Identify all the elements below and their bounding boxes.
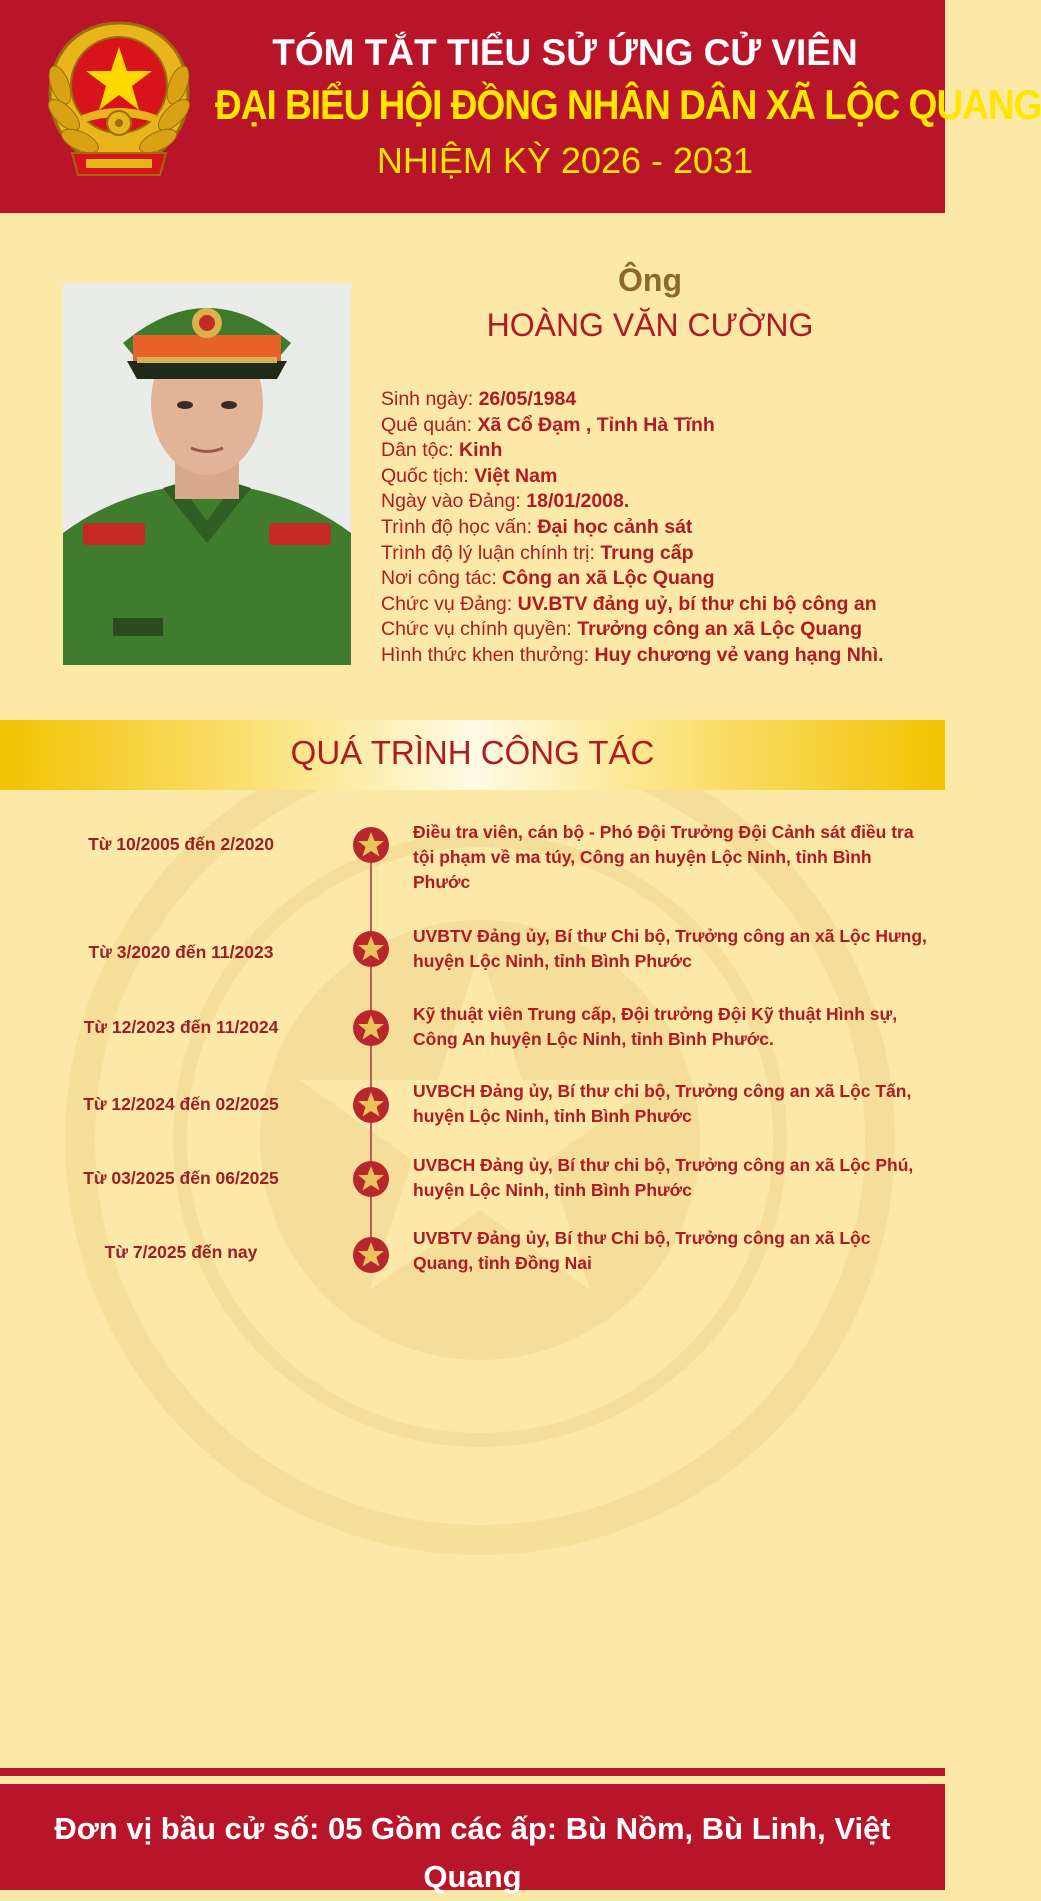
info-value: Đại học cảnh sát bbox=[537, 515, 693, 538]
info-label: Hình thức khen thưởng: bbox=[381, 643, 595, 666]
info-label: Trình độ học vấn: bbox=[381, 515, 538, 538]
electoral-unit-text: Đơn vị bầu cử số: 05 Gồm các ấp: Bù Nồm, Bù Linh, Việt Quang bbox=[54, 1811, 891, 1894]
timeline-description: UVBCH Đảng ủy, Bí thư chi bộ, Trưởng công an xã Lộc Tấn, huyện Lộc Ninh, tỉnh Bình Phước bbox=[413, 1081, 912, 1126]
info-row bbox=[381, 592, 941, 618]
info-row bbox=[381, 489, 941, 515]
info-value: Huy chương vẻ vang hạng Nhì. bbox=[594, 643, 884, 666]
info-value: Kinh bbox=[459, 439, 503, 462]
header-title-line2: ĐẠI BIỂU HỘI ĐỒNG NHÂN DÂN XÃ LỘC QUANG bbox=[215, 82, 1041, 128]
candidate-photo bbox=[63, 283, 351, 665]
info-label: Sinh ngày: bbox=[381, 388, 479, 410]
info-row bbox=[381, 541, 941, 567]
header-title-line1: TÓM TẮT TIỂU SỬ ỨNG CỬ VIÊN bbox=[272, 32, 858, 73]
info-label: Quê quán: bbox=[381, 413, 478, 436]
info-value: Trưởng công an xã Lộc Quang bbox=[577, 618, 863, 641]
timeline-description: UVBTV Đảng ủy, Bí thư Chi bộ, Trưởng công an xã Lộc Hưng, huyện Lộc Ninh, tỉnh Bình Phước bbox=[413, 926, 927, 971]
info-value: Công an xã Lộc Quang bbox=[502, 567, 715, 590]
timeline-description: UVBCH Đảng ủy, Bí thư chi bộ, Trưởng công an xã Lộc Phú, huyện Lộc Ninh, tỉnh Bình Phước bbox=[413, 1155, 914, 1200]
national-emblem-icon bbox=[38, 15, 200, 185]
info-label: Chức vụ Đảng: bbox=[381, 592, 518, 615]
timeline-period: Từ 3/2020 đến 11/2023 bbox=[88, 942, 274, 962]
info-value: Xã Cổ Đạm , Tỉnh Hà Tĩnh bbox=[477, 413, 715, 436]
info-label: Nơi công tác: bbox=[381, 567, 503, 590]
info-row bbox=[381, 617, 941, 643]
timeline-description: Kỹ thuật viên Trung cấp, Đội trưởng Đội Kỹ thuật Hình sự, Công An huyện Lộc Ninh, tỉnh Bình Phước. bbox=[413, 1004, 898, 1049]
info-value: Trung cấp bbox=[600, 541, 694, 564]
info-row bbox=[381, 643, 941, 669]
info-value: 18/01/2008. bbox=[526, 490, 630, 513]
info-row bbox=[381, 438, 941, 464]
candidate-honorific: Ông bbox=[618, 262, 682, 298]
header-term: NHIỆM KỲ 2026 - 2031 bbox=[376, 140, 754, 181]
info-row bbox=[381, 387, 941, 413]
timeline-period: Từ 03/2025 đến 06/2025 bbox=[83, 1168, 279, 1188]
timeline-description: Điều tra viên, cán bộ - Phó Đội Trưởng Đội Cảnh sát điều tra tội phạm về ma túy, Công an huyện Lộc Ninh, tỉnh Bình Phước bbox=[413, 822, 914, 892]
star-bullet-icon bbox=[352, 1160, 390, 1198]
timeline-period: Từ 12/2024 đến 02/2025 bbox=[83, 1094, 279, 1114]
star-bullet-icon bbox=[352, 1236, 390, 1274]
star-bullet-icon bbox=[352, 826, 390, 864]
candidate-name: HOÀNG VĂN CƯỜNG bbox=[486, 307, 814, 343]
info-row bbox=[381, 413, 941, 439]
info-label: Quốc tịch: bbox=[381, 464, 475, 487]
info-value: 26/05/1984 bbox=[478, 388, 577, 410]
timeline-period: Từ 10/2005 đến 2/2020 bbox=[88, 834, 274, 854]
star-bullet-icon bbox=[352, 930, 390, 968]
section-title: QUÁ TRÌNH CÔNG TÁC bbox=[290, 734, 655, 771]
star-bullet-icon bbox=[352, 1009, 390, 1047]
footer-stripe bbox=[0, 1768, 945, 1776]
info-value: Việt Nam bbox=[474, 464, 558, 487]
info-label: Dân tộc: bbox=[381, 439, 460, 462]
info-value: UV.BTV đảng uỷ, bí thư chi bộ công an bbox=[517, 592, 877, 615]
info-label: Trình độ lý luận chính trị: bbox=[381, 541, 601, 564]
info-row bbox=[381, 515, 941, 541]
star-bullet-icon bbox=[352, 1086, 390, 1124]
info-row bbox=[381, 464, 941, 490]
timeline-description: UVBTV Đảng ủy, Bí thư Chi bộ, Trưởng công an xã Lộc Quang, tỉnh Đồng Nai bbox=[413, 1228, 871, 1273]
info-label: Ngày vào Đảng: bbox=[381, 490, 527, 513]
timeline-period: Từ 7/2025 đến nay bbox=[104, 1242, 258, 1262]
info-row bbox=[381, 566, 941, 592]
timeline-period: Từ 12/2023 đến 11/2024 bbox=[83, 1017, 279, 1037]
candidate-info bbox=[381, 387, 941, 669]
info-label: Chức vụ chính quyền: bbox=[381, 618, 578, 641]
